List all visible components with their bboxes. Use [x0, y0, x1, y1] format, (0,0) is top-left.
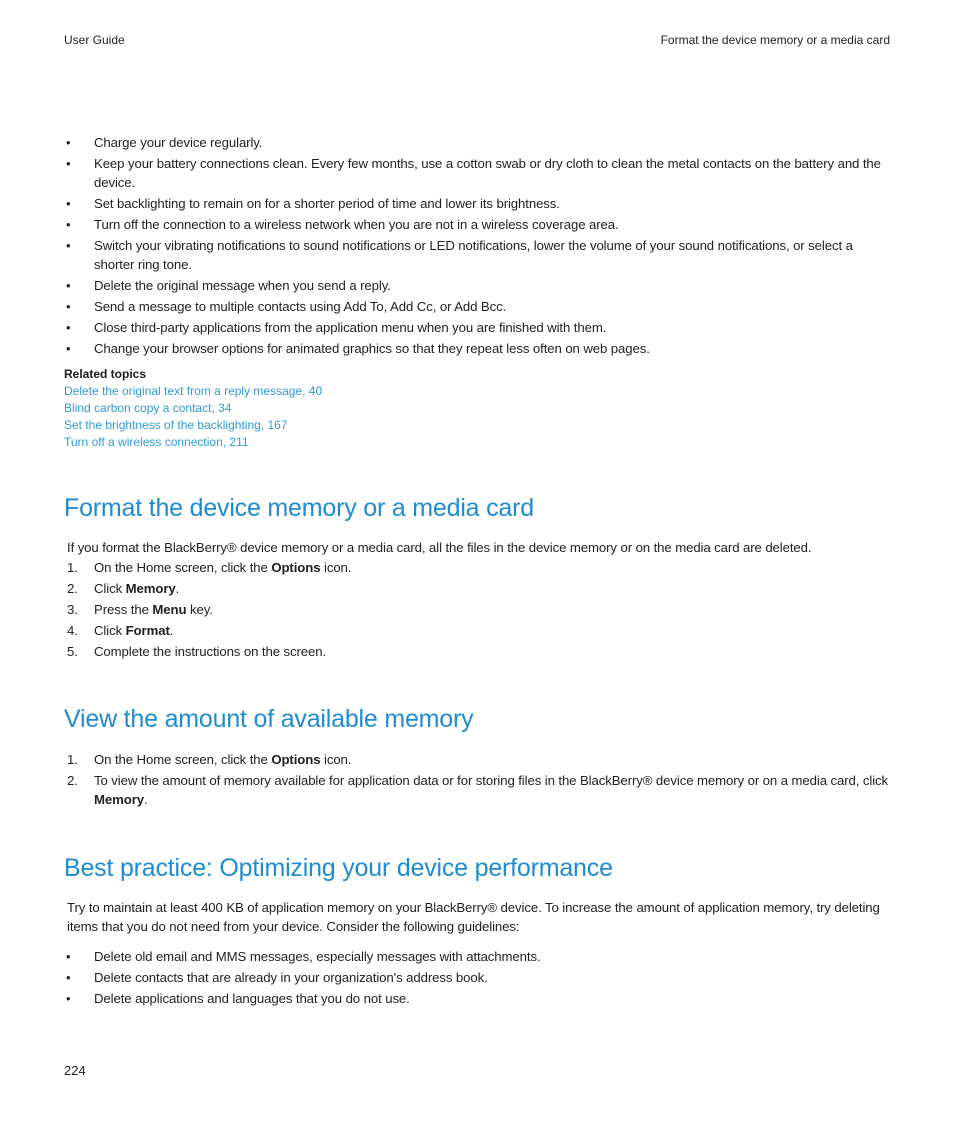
list-item: • Send a message to multiple contacts using Add To, Add Cc, or Add Bcc.	[64, 297, 890, 316]
list-item: • Turn off the connection to a wireless network when you are not in a wireless coverage area.	[64, 215, 890, 234]
step-text: On the Home screen, click the	[94, 752, 272, 767]
header-section-title: Format the device memory or a media card	[660, 33, 890, 47]
step-item	[64, 642, 890, 661]
step-text-end: icon.	[320, 752, 352, 767]
step-item	[64, 621, 890, 640]
step-number: 5.	[67, 644, 78, 659]
section-heading-best-practice: Best practice: Optimizing your device performance	[64, 854, 613, 882]
list-item: • Delete old email and MMS messages, especially messages with attachments.	[64, 947, 890, 966]
step-item	[64, 771, 890, 809]
related-link-backlight-brightness[interactable]: Set the brightness of the backlighting, 167	[64, 418, 288, 432]
list-item: • Delete contacts that are already in your organization's address book.	[64, 968, 890, 987]
page-number: 224	[64, 1063, 86, 1078]
best-practice-intro: Try to maintain at least 400 KB of application memory on your BlackBerry® device. To increase the amount of application memory, try deleting items that you do not need from your device. Consider the following guidelines:	[67, 900, 880, 934]
step-ui-term: Options	[271, 560, 321, 575]
battery-tips-list	[64, 133, 890, 360]
step-text: To view the amount of memory available for application data or for storing files in the BlackBerry® device memory or on a media card, click	[94, 773, 889, 788]
step-number: 3.	[67, 602, 78, 617]
step-item	[64, 579, 890, 598]
step-ui-term: Format	[125, 623, 170, 638]
step-number: 1.	[67, 560, 78, 575]
step-text: Click	[94, 581, 126, 596]
list-item: • Set backlighting to remain on for a shorter period of time and lower its brightness.	[64, 194, 890, 213]
list-item: • Keep your battery connections clean. Every few months, use a cotton swab or dry cloth to clean the metal contacts on the battery and the device.	[64, 154, 890, 192]
step-number: 2.	[67, 773, 78, 788]
step-ui-term: Menu	[152, 602, 187, 617]
list-item: • Close third-party applications from the application menu when you are finished with them.	[64, 318, 890, 337]
list-item: • Delete applications and languages that you do not use.	[64, 989, 890, 1008]
step-text: Click	[94, 623, 126, 638]
section-heading-format: Format the device memory or a media card	[64, 494, 534, 522]
step-ui-term: Memory	[125, 581, 176, 596]
related-topics	[64, 366, 322, 451]
step-text: Complete the instructions on the screen.	[94, 644, 327, 659]
step-number: 4.	[67, 623, 78, 638]
step-text: On the Home screen, click the	[94, 560, 272, 575]
view-memory-steps	[64, 750, 890, 811]
format-steps	[64, 558, 890, 663]
step-item	[64, 750, 890, 769]
list-item: • Change your browser options for animated graphics so that they repeat less often on web pages.	[64, 339, 890, 358]
section-heading-view-memory: View the amount of available memory	[64, 705, 474, 733]
step-item	[64, 600, 890, 619]
list-item: • Switch your vibrating notifications to sound notifications or LED notifications, lower the volume of your sound notifications, or select a shorter ring tone.	[64, 236, 890, 274]
step-text-end: .	[143, 792, 148, 807]
step-ui-term: Options	[271, 752, 321, 767]
list-item: • Charge your device regularly.	[64, 133, 890, 152]
step-text-end: icon.	[320, 560, 352, 575]
format-intro: If you format the BlackBerry® device memory or a media card, all the files in the device memory or on the media card are deleted.	[67, 540, 812, 555]
related-topics-title: Related topics	[64, 367, 147, 381]
list-item: • Delete the original message when you send a reply.	[64, 276, 890, 295]
step-text-end: .	[169, 623, 174, 638]
step-text-end: key.	[186, 602, 213, 617]
header-guide-title: User Guide	[64, 33, 125, 47]
step-number: 1.	[67, 752, 78, 767]
guidelines-list	[64, 947, 890, 1010]
related-link-blind-carbon-copy[interactable]: Blind carbon copy a contact, 34	[64, 401, 232, 415]
step-ui-term: Memory	[94, 792, 144, 807]
step-text: Press the	[94, 602, 153, 617]
step-item	[64, 558, 890, 577]
related-link-wireless-connection[interactable]: Turn off a wireless connection, 211	[64, 435, 249, 449]
related-link-delete-original-text[interactable]: Delete the original text from a reply message, 40	[64, 384, 323, 398]
step-number: 2.	[67, 581, 78, 596]
step-text-end: .	[175, 581, 180, 596]
